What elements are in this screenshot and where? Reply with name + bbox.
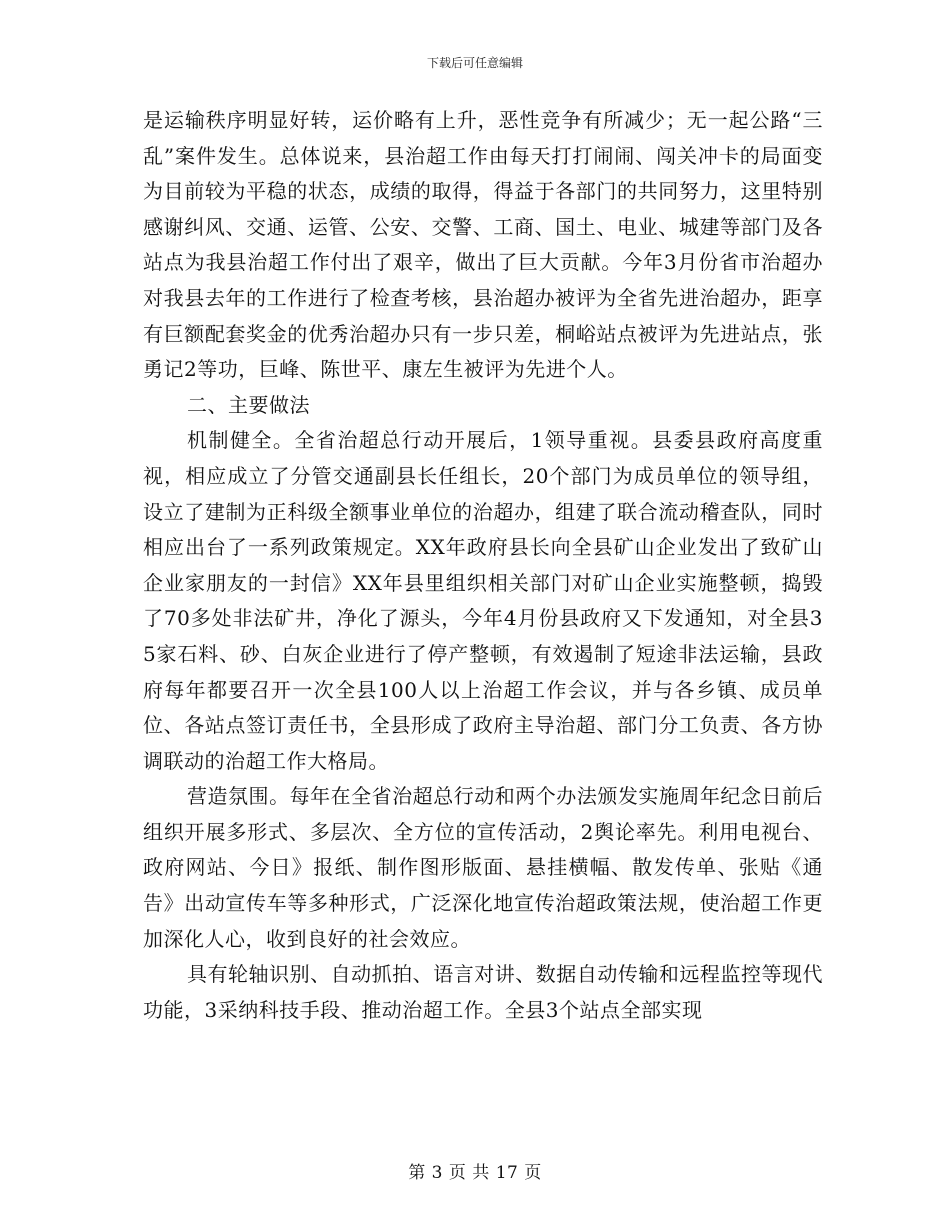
section-heading: 二、主要做法: [187, 392, 310, 417]
page-header: 下载后可任意编辑: [426, 56, 523, 70]
paragraph-mechanism: 机制健全。全省治超总行动开展后，1领导重视。县委县政府高度重视，相应成立了分管交通副县长任组长，20个部门为成员单位的领导组，设立了建制为正科级全额事业单位的治超办，组建了联合流动稽查队，同时相应出台了一系列政策规定。XX年政府县长向全县矿山企业发出了致矿山企业家朋友的一封信》XX年县里组织相关部门对矿山企业实施整顿，捣毁了70多处非法矿井，净化了源头，今年4月份县政府又下发通知，对全县35家石料、砂、白灰企业进行了停产整顿，有效遏制了短途非法运输，县政府每年都要召开一次全县100人以上治超工作会议，并与各乡镇、成员单位、各站点签订责任书，全县形成了政府主导治超、部门分工负责、各方协调联动的治超工作大格局。: [143, 428, 823, 773]
paragraph-continued: 是运输秩序明显好转，运价略有上升，恶性竞争有所减少；无一起公路“三乱”案件发生。总体说来，县治超工作由每天打打闹闹、闯关冲卡的局面变为目前较为平稳的状态，成绩的取得，得益于各部门的共同努力，这里特别感谢纠风、交通、运管、公安、交警、工商、国土、电业、城建等部门及各站点为我县治超工作付出了艰辛，做出了巨大贡献。今年3月份省市治超办对我县去年的工作进行了检查考核，县治超办被评为全省先进治超办，距享有巨额配套奖金的优秀治超办只有一步只差，桐峪站点被评为先进站点，张勇记2等功，巨峰、陈世平、康左生被评为先进个人。: [143, 108, 823, 382]
page-number-footer: 第 3 页 共 17 页: [408, 1163, 542, 1183]
paragraph-atmosphere: 营造氛围。每年在全省治超总行动和两个办法颁发实施周年纪念日前后组织开展多形式、多层次、全方位的宣传活动，2舆论率先。利用电视台、政府网站、今日》报纸、制作图形版面、悬挂横幅、散发传单、张贴《通告》出动宣传车等多种形式，广泛深化地宣传治超政策法规，使治超工作更加深化人心，收到良好的社会效应。: [143, 784, 823, 951]
document-body: [143, 103, 823, 1028]
paragraph-technology: 具有轮轴识别、自动抓拍、语言对讲、数据自动传输和远程监控等现代功能，3采纳科技手段、推动治超工作。全县3个站点全部实现: [143, 962, 823, 1022]
